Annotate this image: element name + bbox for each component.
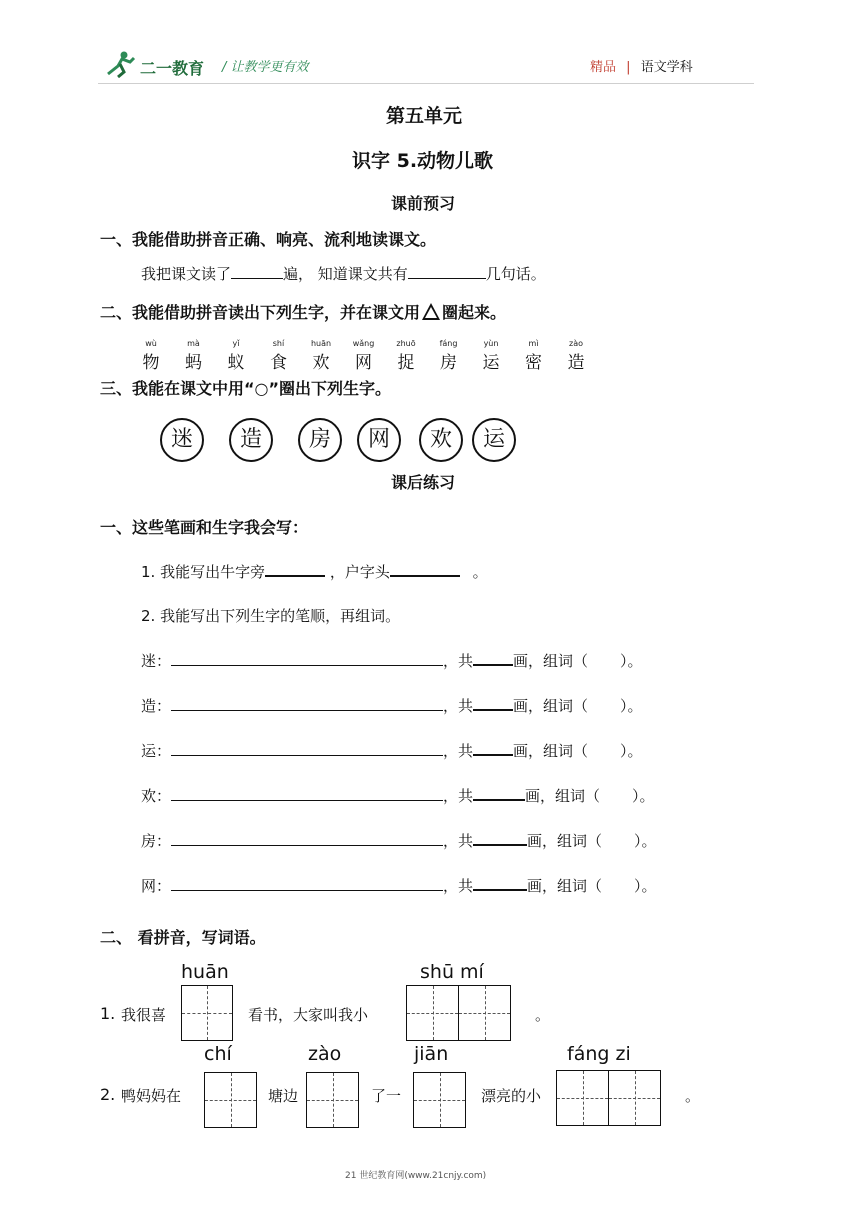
row-end: ）。 [620, 697, 643, 715]
char-hanzi[interactable]: 蚂 [185, 353, 202, 373]
tianzige-box[interactable] [406, 985, 459, 1041]
row-char: 网： [141, 877, 172, 895]
circled-char[interactable]: 造 [229, 418, 273, 462]
row-gong: ，共 [443, 652, 474, 670]
row-end: ）。 [634, 832, 657, 850]
row-hua: 画，组词（ [513, 742, 589, 760]
row-gong: ，共 [443, 697, 474, 715]
subject-name: 语文学科 [640, 60, 693, 75]
char-hanzi[interactable]: 食 [270, 353, 287, 373]
tianzige-box[interactable] [204, 1072, 257, 1128]
row-char: 欢： [141, 787, 172, 805]
stroke-count-blank[interactable] [473, 664, 513, 666]
tianzige-box[interactable] [306, 1072, 359, 1128]
char-pinyin: fáng [439, 339, 458, 348]
stroke-order-blank[interactable] [171, 800, 443, 801]
stroke-order-blank[interactable] [171, 845, 443, 846]
row-hua: 画，组词（ [513, 697, 589, 715]
logo [104, 50, 138, 78]
row-end: ）。 [620, 652, 643, 670]
circled-char[interactable]: 房 [298, 418, 342, 462]
char-pinyin: wù [145, 339, 157, 348]
char-pinyin: zào [569, 339, 583, 348]
stroke-count-blank[interactable] [473, 799, 525, 801]
read-times-mid: 遍， 知道课文共有 [283, 265, 408, 283]
unit-title: 第五单元 [386, 105, 463, 127]
q1-ox-radical-text: 1. 我能写出牛字旁 [141, 563, 266, 581]
char-pinyin: zhuō [396, 339, 416, 348]
pinyin-shu-mi: shū mí [420, 961, 484, 983]
sentence1-number: 1. [100, 1004, 116, 1023]
row-hua: 画，组词（ [527, 832, 603, 850]
char-pinyin: shí [272, 339, 285, 348]
circled-char[interactable]: 欢 [419, 418, 463, 462]
row-end: ）。 [620, 742, 643, 760]
stroke-order-blank[interactable] [171, 710, 443, 711]
q1-end: 。 [472, 563, 488, 581]
sentence2-number: 2. [100, 1085, 116, 1104]
ox-radical-blank[interactable] [265, 575, 325, 577]
section2-heading [100, 300, 506, 323]
row-end: ）。 [632, 787, 655, 805]
practice1-q1 [141, 561, 488, 582]
stroke-order-blank[interactable] [171, 665, 443, 666]
char-hanzi[interactable]: 密 [525, 353, 542, 373]
sentence2-text3: 了一 [371, 1087, 402, 1105]
char-hanzi[interactable]: 物 [142, 353, 160, 373]
stroke-count-blank[interactable] [473, 709, 513, 711]
char-hanzi[interactable]: 造 [567, 353, 585, 373]
header-separator: | [626, 60, 631, 75]
section2-heading-tail: 圈起来。 [442, 303, 507, 322]
pinyin-jian: jiān [414, 1043, 449, 1065]
pinyin-chi: chí [204, 1043, 232, 1065]
logo-text: 二一教育 [140, 59, 205, 78]
sentence2-text1: 鸭妈妈在 [121, 1087, 182, 1105]
practice1-heading: 一、这些笔画和生字我会写： [100, 518, 309, 537]
stroke-count-blank[interactable] [473, 889, 527, 891]
sentence2-end: 。 [685, 1087, 701, 1105]
door-top-blank[interactable] [390, 575, 460, 577]
char-hanzi[interactable]: 网 [355, 353, 372, 373]
subject-label [590, 56, 693, 75]
lesson-title: 识字 5.动物儿歌 [352, 150, 494, 172]
slogan: / 让教学更有效 [222, 60, 309, 75]
pinyin-huan: huān [181, 961, 229, 983]
sentence1-end: 。 [535, 1006, 551, 1024]
char-pinyin: yùn [483, 339, 499, 348]
practice2-heading: 二、 看拼音，写词语。 [100, 928, 266, 947]
sentence1-text1: 我很喜 [121, 1006, 167, 1024]
stroke-count-blank[interactable] [473, 844, 527, 846]
row-gong: ，共 [443, 787, 474, 805]
header-divider [98, 83, 754, 84]
row-gong: ，共 [443, 832, 474, 850]
row-char: 迷： [141, 652, 172, 670]
row-char: 造： [141, 697, 172, 715]
row-hua: 画，组词（ [513, 652, 589, 670]
char-pinyin: huān [310, 339, 332, 348]
row-gong: ，共 [443, 742, 474, 760]
tianzige-box[interactable] [458, 985, 511, 1041]
stroke-row [141, 830, 657, 851]
char-pinyin: mì [528, 339, 539, 348]
tianzige-box[interactable] [413, 1072, 466, 1128]
tianzige-box[interactable] [181, 985, 233, 1041]
triangle-icon [422, 303, 440, 320]
char-hanzi[interactable]: 欢 [312, 353, 330, 373]
row-char: 运： [141, 742, 172, 760]
q1-door-top-text: ，户字头 [329, 563, 390, 581]
preview-title: 课前预习 [391, 194, 456, 213]
footer: 21 世纪教育网(www.21cnjy.com) [345, 1171, 487, 1181]
read-times-prefix: 我把课文读了 [141, 265, 232, 283]
row-hua: 画，组词（ [527, 877, 603, 895]
stroke-order-blank[interactable] [171, 890, 443, 891]
row-hua: 画，组词（ [525, 787, 601, 805]
tianzige-box[interactable] [556, 1070, 609, 1126]
read-times-suffix: 几句话。 [485, 265, 546, 283]
stroke-row [141, 650, 643, 671]
section2-heading-text: 二、我能借助拼音读出下列生字，并在课文用 [100, 303, 421, 322]
char-hanzi[interactable]: 房 [440, 353, 457, 373]
section1-line [141, 263, 546, 284]
char-hanzi[interactable]: 运 [482, 353, 500, 373]
sentence2-text2: 塘边 [268, 1087, 299, 1105]
tianzige-box[interactable] [608, 1070, 661, 1126]
char-hanzi[interactable]: 捉 [397, 353, 415, 373]
read-times-blank[interactable] [231, 278, 283, 279]
pinyin-fangzi: fáng zi [567, 1043, 631, 1065]
stroke-row [141, 695, 643, 716]
runner-logo-icon [104, 50, 138, 78]
row-gong: ，共 [443, 877, 474, 895]
practice-title: 课后练习 [391, 473, 456, 492]
char-pinyin: yǐ [232, 339, 240, 348]
quality-tag: 精品 [590, 60, 617, 75]
stroke-row [141, 785, 655, 806]
sentence-count-blank[interactable] [408, 278, 486, 279]
row-char: 房： [141, 832, 172, 850]
stroke-order-blank[interactable] [171, 755, 443, 756]
circled-char[interactable]: 网 [357, 418, 401, 462]
pinyin-zao: zào [308, 1043, 342, 1065]
circled-char[interactable]: 运 [472, 418, 516, 462]
stroke-row [141, 740, 643, 761]
sentence1-text2: 看书，大家叫我小 [248, 1006, 369, 1024]
row-end: ）。 [634, 877, 657, 895]
char-pinyin: mà [187, 339, 200, 348]
stroke-count-blank[interactable] [473, 754, 513, 756]
section3-heading: 三、我能在课文中用“○”圈出下列生字。 [100, 379, 391, 398]
practice1-q2: 2. 我能写出下列生字的笔顺，再组词。 [141, 607, 401, 625]
sentence2-text4: 漂亮的小 [481, 1087, 542, 1105]
char-hanzi[interactable]: 蚁 [227, 353, 245, 373]
circled-char[interactable]: 迷 [160, 418, 204, 462]
char-pinyin: wǎng [352, 339, 375, 348]
stroke-row [141, 875, 657, 896]
section1-heading: 一、我能借助拼音正确、响亮、流利地读课文。 [100, 230, 437, 249]
